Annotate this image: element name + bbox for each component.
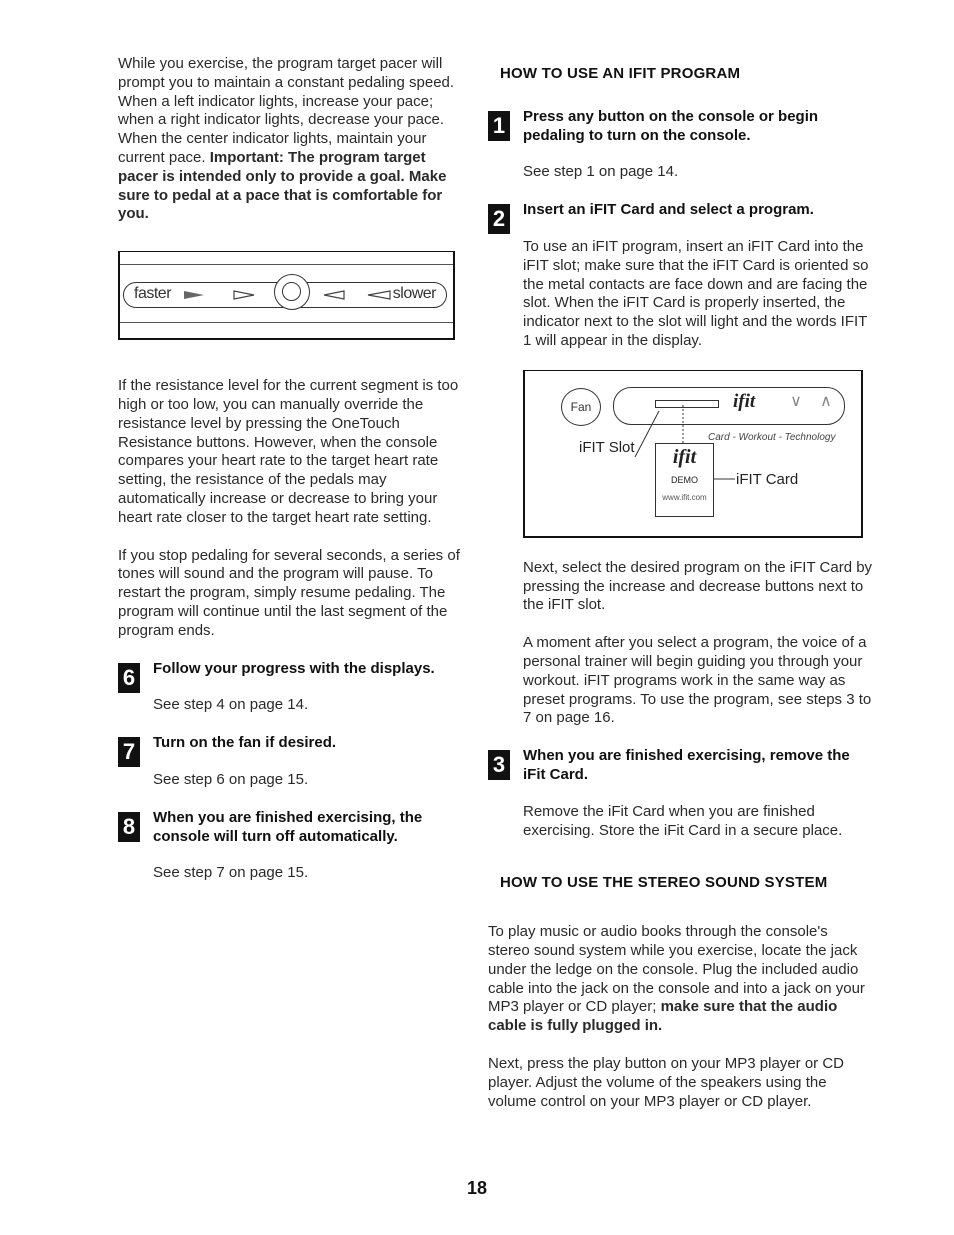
step-number-badge: 1 [488,111,510,141]
page-number: 18 [466,1178,488,1198]
left-column [118,55,468,883]
target-pacer-figure [118,251,455,340]
ifit-card-logo: ifit [672,445,697,468]
step-8 [118,809,468,883]
chevron-up-icon: ∧ [820,392,832,410]
ifit-card-demo: DEMO [671,474,698,485]
stereo-warning: make sure that the audio cable is fully plugged in. [488,998,838,1035]
pacer-center-indicator-icon [274,274,310,310]
section-heading-ifit: HOW TO USE AN IFIT PROGRAM [488,55,873,88]
pacer-important-note: Important: The program target pacer is intended only to provide a goal. Make sure to pedal at a pace that is comfortable for you. [118,148,447,223]
select-program-paragraph: Next, select the desired program on the iFIT Card by pressing the increase and decrease buttons next to the iFIT slot. [523,558,873,614]
section-heading-stereo: HOW TO USE THE STEREO SOUND SYSTEM [488,864,873,897]
pause-paragraph: If you stop pedaling for several seconds, a series of tones will sound and the program will pause. To restart the program, simply resume pedaling. The program will continue until the last segment of the program ends. [118,546,460,639]
right-column [488,55,873,1111]
ifit-card-url: www.ifit.com [662,493,707,503]
step-body: See step 4 on page 14. [153,696,309,714]
step-7 [118,734,468,790]
step-body: See step 6 on page 15. [153,770,309,788]
step-title: When you are finished exercising, remove the iFit Card. [523,747,850,783]
pacer-intro-paragraph [118,55,468,224]
step-body: To use an iFIT program, insert an iFIT Card into the iFIT slot; make sure that the iFIT Card is oriented so the metal contacts are face down and are facing the slot. When the iFIT Card is properly inserted, the indicator next to the slot will light and the words IFIT 1 will appear in the display. [523,237,869,349]
step-title: Press any button on the console or begin pedaling to turn on the console. [523,107,819,144]
step-title: Follow your progress with the displays. [153,659,435,677]
step-number-badge: 8 [118,812,140,842]
stereo-volume-paragraph: Next, press the play button on your MP3 player or CD player. Adjust the volume of the speakers using the volume control on your MP3 player or CD player. [488,1054,845,1110]
fan-button-icon: Fan [561,388,601,426]
target-pacer-display [123,282,447,308]
ifit-step-3 [488,747,873,840]
ifit-step-2 [488,201,873,728]
step-title: Turn on the fan if desired. [153,734,337,752]
pacer-faster-label: faster [134,285,172,303]
ifit-step-1 [488,108,873,182]
ifit-card-label: iFIT Card [736,470,799,488]
ifit-tagline: Card - Workout - Technology [708,431,836,443]
step-title: Insert an iFIT Card and select a program. [523,201,814,219]
pacer-slower-label: slower [392,285,436,303]
step-body: See step 7 on page 15. [153,864,309,882]
stereo-paragraph [488,923,873,1036]
personal-trainer-paragraph: A moment after you select a program, the voice of a personal trainer will begin guiding you through your workout. iFIT programs work in the same way as preset programs. To use the program, see steps 3 to 7 on page 16. [523,634,872,727]
step-number-badge: 6 [118,663,140,693]
chevron-down-icon: ∨ [790,392,802,410]
ifit-card-illustration [655,443,714,517]
step-body: See step 1 on page 14. [523,163,679,181]
step-body: Remove the iFit Card when you are finished exercising. Store the iFit Card in a secure place. [523,802,843,839]
ifit-logo: ifit [733,390,756,412]
step-title: When you are finished exercising, the console will turn off automatically. [153,808,423,845]
step-6 [118,660,468,716]
ifit-card-figure [523,370,863,538]
step-number-badge: 3 [488,750,510,780]
stereo-instructions: To play music or audio books through the console's stereo sound system while you exercise, locate the jack under the ledge on the console. Plug the included audio cable into the jack on the console and into a jack on your MP3 player or CD player; [488,923,865,1016]
resistance-paragraph: If the resistance level for the current segment is too high or too low, you can manually override the resistance level by pressing the OneTouch Resistance buttons. However, when the console compares your heart rate to the target heart rate setting, the resistance of the pedals may automatically increase or decrease to bring your heart rate closer to the target heart rate setting. [118,377,459,526]
ifit-slot-label: iFIT Slot [579,438,635,456]
pacer-right-arrows-icon [320,288,400,302]
pacer-intro-text: While you exercise, the program target pacer will prompt you to maintain a constant pedaling speed. When a left indicator lights, increase your pace; when a right indicator lights, decrease your pace. When the center indicator lights, maintain your current pace. [118,55,455,166]
step-number-badge: 2 [488,204,510,234]
pacer-left-arrows-icon [182,288,262,302]
step-number-badge: 7 [118,737,140,767]
